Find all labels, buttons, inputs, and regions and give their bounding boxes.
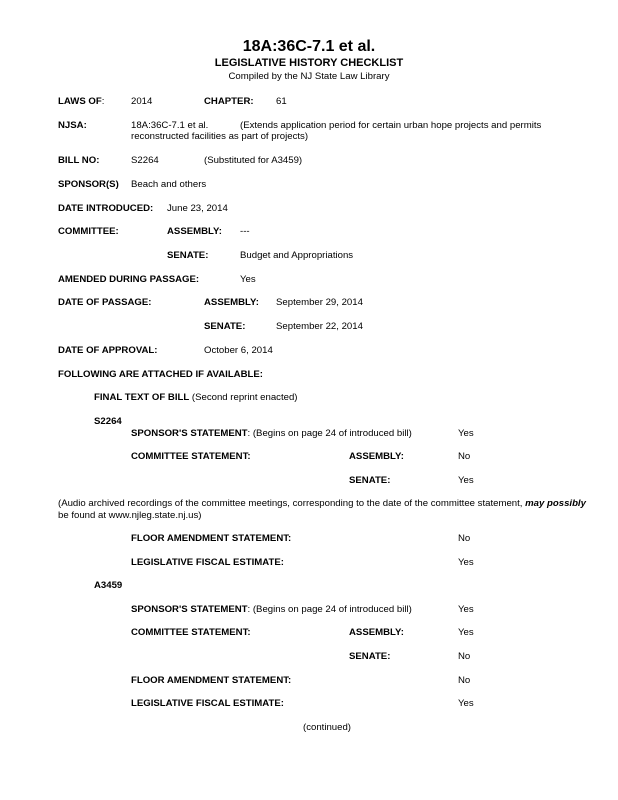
a3459-sponsor-value: Yes xyxy=(458,604,474,615)
document-title: 18A:36C-7.1 et al. xyxy=(242,38,376,55)
passage-assembly-value: September 29, 2014 xyxy=(276,297,363,308)
a3459-floor-label: FLOOR AMENDMENT STATEMENT: xyxy=(131,675,292,686)
approval-label: DATE OF APPROVAL: xyxy=(58,345,158,356)
njsa-label: NJSA: xyxy=(58,120,87,131)
audio-note-emphasis: may possibly xyxy=(525,498,586,509)
committee-assembly-label: ASSEMBLY: xyxy=(167,226,222,237)
bill-a3459-heading: A3459 xyxy=(94,580,123,591)
attached-heading: FOLLOWING ARE ATTACHED IF AVAILABLE: xyxy=(58,369,263,380)
s2264-assembly-value: No xyxy=(458,451,471,462)
a3459-fiscal-label: LEGISLATIVE FISCAL ESTIMATE: xyxy=(131,698,284,709)
final-text-row xyxy=(94,392,298,403)
date-introduced-value: June 23, 2014 xyxy=(167,203,228,214)
s2264-sponsor-statement: SPONSOR'S STATEMENT: (Begins on page 24 of introduced bill) xyxy=(131,428,412,439)
passage-label: DATE OF PASSAGE: xyxy=(58,297,152,308)
a3459-assembly-label: ASSEMBLY: xyxy=(349,627,404,638)
checklist-heading: LEGISLATIVE HISTORY CHECKLIST xyxy=(214,57,404,69)
chapter-value: 61 xyxy=(276,96,287,107)
sponsors-label: SPONSOR(S) xyxy=(58,179,119,190)
a3459-senate-label: SENATE: xyxy=(349,651,391,662)
substituted-note: (Substituted for A3459) xyxy=(204,155,303,166)
amended-value: Yes xyxy=(240,274,256,285)
s2264-committee-label: COMMITTEE STATEMENT: xyxy=(131,451,251,462)
audio-note-line2: be found at www.njleg.state.nj.us) xyxy=(58,510,202,521)
bill-no-label: BILL NO: xyxy=(58,155,100,166)
amended-label: AMENDED DURING PASSAGE: xyxy=(58,274,200,285)
s2264-floor-label: FLOOR AMENDMENT STATEMENT: xyxy=(131,533,292,544)
s2264-floor-value: No xyxy=(458,533,471,544)
committee-senate-label: SENATE: xyxy=(167,250,209,261)
continued-note: (continued) xyxy=(303,722,351,733)
committee-assembly-value: --- xyxy=(240,226,250,237)
s2264-assembly-label: ASSEMBLY: xyxy=(349,451,404,462)
bill-no-value: S2264 xyxy=(131,155,159,166)
passage-senate-value: September 22, 2014 xyxy=(276,321,363,332)
a3459-fiscal-value: Yes xyxy=(458,698,474,709)
laws-of-value: 2014 xyxy=(131,96,153,107)
bill-s2264-heading: S2264 xyxy=(94,416,122,427)
s2264-senate-label: SENATE: xyxy=(349,475,391,486)
a3459-assembly-value: Yes xyxy=(458,627,474,638)
committee-label: COMMITTEE: xyxy=(58,226,119,237)
committee-senate-value: Budget and Appropriations xyxy=(240,250,354,261)
a3459-floor-value: No xyxy=(458,675,471,686)
njsa-description-line1: (Extends application period for certain urban hope projects and permits xyxy=(240,120,542,131)
s2264-sponsor-value: Yes xyxy=(458,428,474,439)
passage-assembly-label: ASSEMBLY: xyxy=(204,297,259,308)
njsa-value: 18A:36C-7.1 et al. xyxy=(131,120,209,131)
date-introduced-label: DATE INTRODUCED: xyxy=(58,203,154,214)
a3459-committee-label: COMMITTEE STATEMENT: xyxy=(131,627,251,638)
chapter-label: CHAPTER: xyxy=(204,96,254,107)
a3459-sponsor-statement: SPONSOR'S STATEMENT: (Begins on page 24 of introduced bill) xyxy=(131,604,412,615)
sponsors-value: Beach and others xyxy=(131,179,207,190)
final-text-label: FINAL TEXT OF BILL xyxy=(94,392,190,403)
audio-note-line1: (Audio archived recordings of the committee meetings, corresponding to the date of the committee statement, may possibly xyxy=(58,498,586,509)
s2264-senate-value: Yes xyxy=(458,475,474,486)
laws-of-label: LAWS OF: xyxy=(58,96,105,107)
s2264-fiscal-label: LEGISLATIVE FISCAL ESTIMATE: xyxy=(131,557,284,568)
njsa-description-line2: reconstructed facilities as part of projects) xyxy=(131,131,309,142)
passage-senate-label: SENATE: xyxy=(204,321,246,332)
a3459-senate-value: No xyxy=(458,651,471,662)
approval-value: October 6, 2014 xyxy=(204,345,273,356)
compiled-by: Compiled by the NJ State Law Library xyxy=(228,71,390,82)
final-text-note: (Second reprint enacted) xyxy=(189,392,298,403)
s2264-fiscal-value: Yes xyxy=(458,557,474,568)
